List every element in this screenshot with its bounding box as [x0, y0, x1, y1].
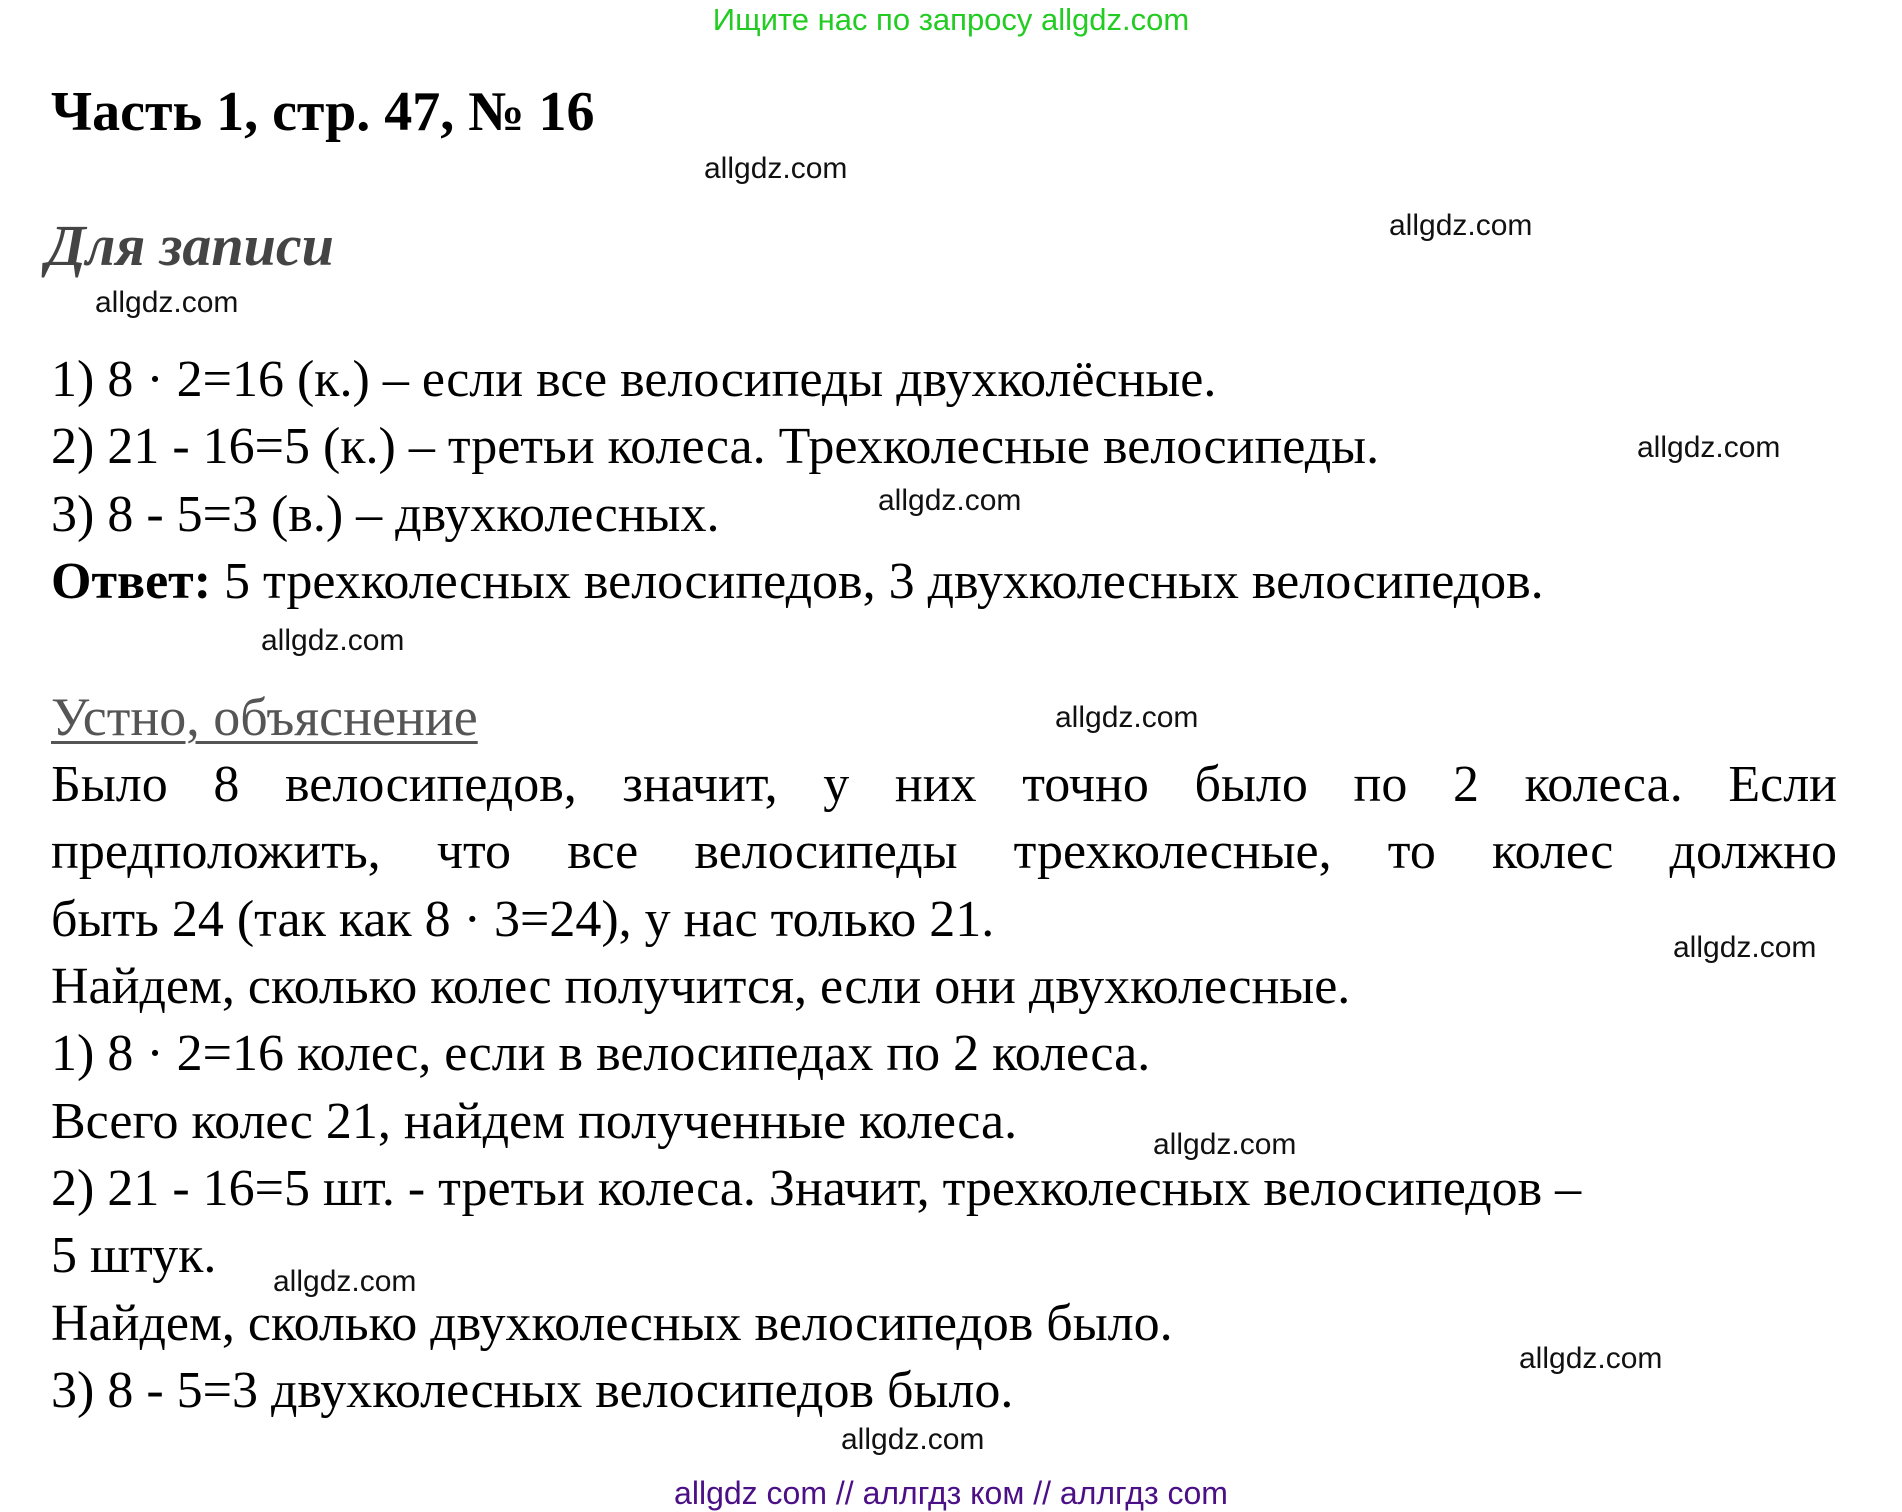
answer-line	[51, 552, 1544, 611]
explanation-line: предположить, что все велосипеды трехколесные, то колес должно	[51, 823, 1837, 880]
watermark: allgdz.com	[1055, 701, 1199, 734]
solution-step-1: 1) 8 · 2=16 (к.) – если все велосипеды двухколёсные.	[51, 351, 1217, 408]
answer-text: 5 трехколесных велосипедов, 3 двухколесных велосипедов.	[211, 553, 1544, 610]
watermark: allgdz.com	[1637, 431, 1781, 464]
section-heading-oral: Устно, объяснение	[51, 687, 478, 747]
page-title: Часть 1, стр. 47, № 16	[51, 81, 595, 143]
watermark: allgdz.com	[261, 624, 405, 657]
watermark: allgdz.com	[704, 152, 848, 185]
watermark: allgdz.com	[95, 286, 239, 319]
footer-links: allgdz com // аллгдз ком // аллгдз com	[674, 1475, 1228, 1511]
watermark: allgdz.com	[1153, 1128, 1297, 1161]
explanation-line: 1) 8 · 2=16 колес, если в велосипедах по 2 колеса.	[51, 1025, 1151, 1082]
explanation-line: Было 8 велосипедов, значит, у них точно было по 2 колеса. Если	[51, 756, 1837, 813]
explanation-line: 2) 21 - 16=5 шт. - третьи колеса. Значит, трехколесных велосипедов –	[51, 1160, 1582, 1217]
explanation-line: 3) 8 - 5=3 двухколесных велосипедов было.	[51, 1362, 1014, 1419]
solution-step-3: 3) 8 - 5=3 (в.) – двухколесных.	[51, 486, 720, 543]
explanation-line: быть 24 (так как 8 · 3=24), у нас только 21.	[51, 891, 995, 948]
search-banner: Ищите нас по запросу allgdz.com	[712, 2, 1190, 37]
watermark: allgdz.com	[1389, 209, 1533, 242]
explanation-line: Всего колес 21, найдем полученные колеса.	[51, 1093, 1018, 1150]
solution-step-2: 2) 21 - 16=5 (к.) – третьи колеса. Трехколесные велосипеды.	[51, 418, 1380, 475]
explanation-line: Найдем, сколько двухколесных велосипедов было.	[51, 1295, 1173, 1352]
section-heading-written: Для записи	[46, 213, 334, 278]
watermark: allgdz.com	[1519, 1342, 1663, 1375]
watermark: allgdz.com	[273, 1265, 417, 1298]
explanation-line: Найдем, сколько колес получится, если они двухколесные.	[51, 958, 1351, 1015]
watermark: allgdz.com	[878, 484, 1022, 517]
explanation-line: 5 штук.	[51, 1227, 217, 1284]
watermark: allgdz.com	[841, 1423, 985, 1456]
answer-label: Ответ:	[51, 553, 212, 610]
watermark: allgdz.com	[1673, 931, 1817, 964]
